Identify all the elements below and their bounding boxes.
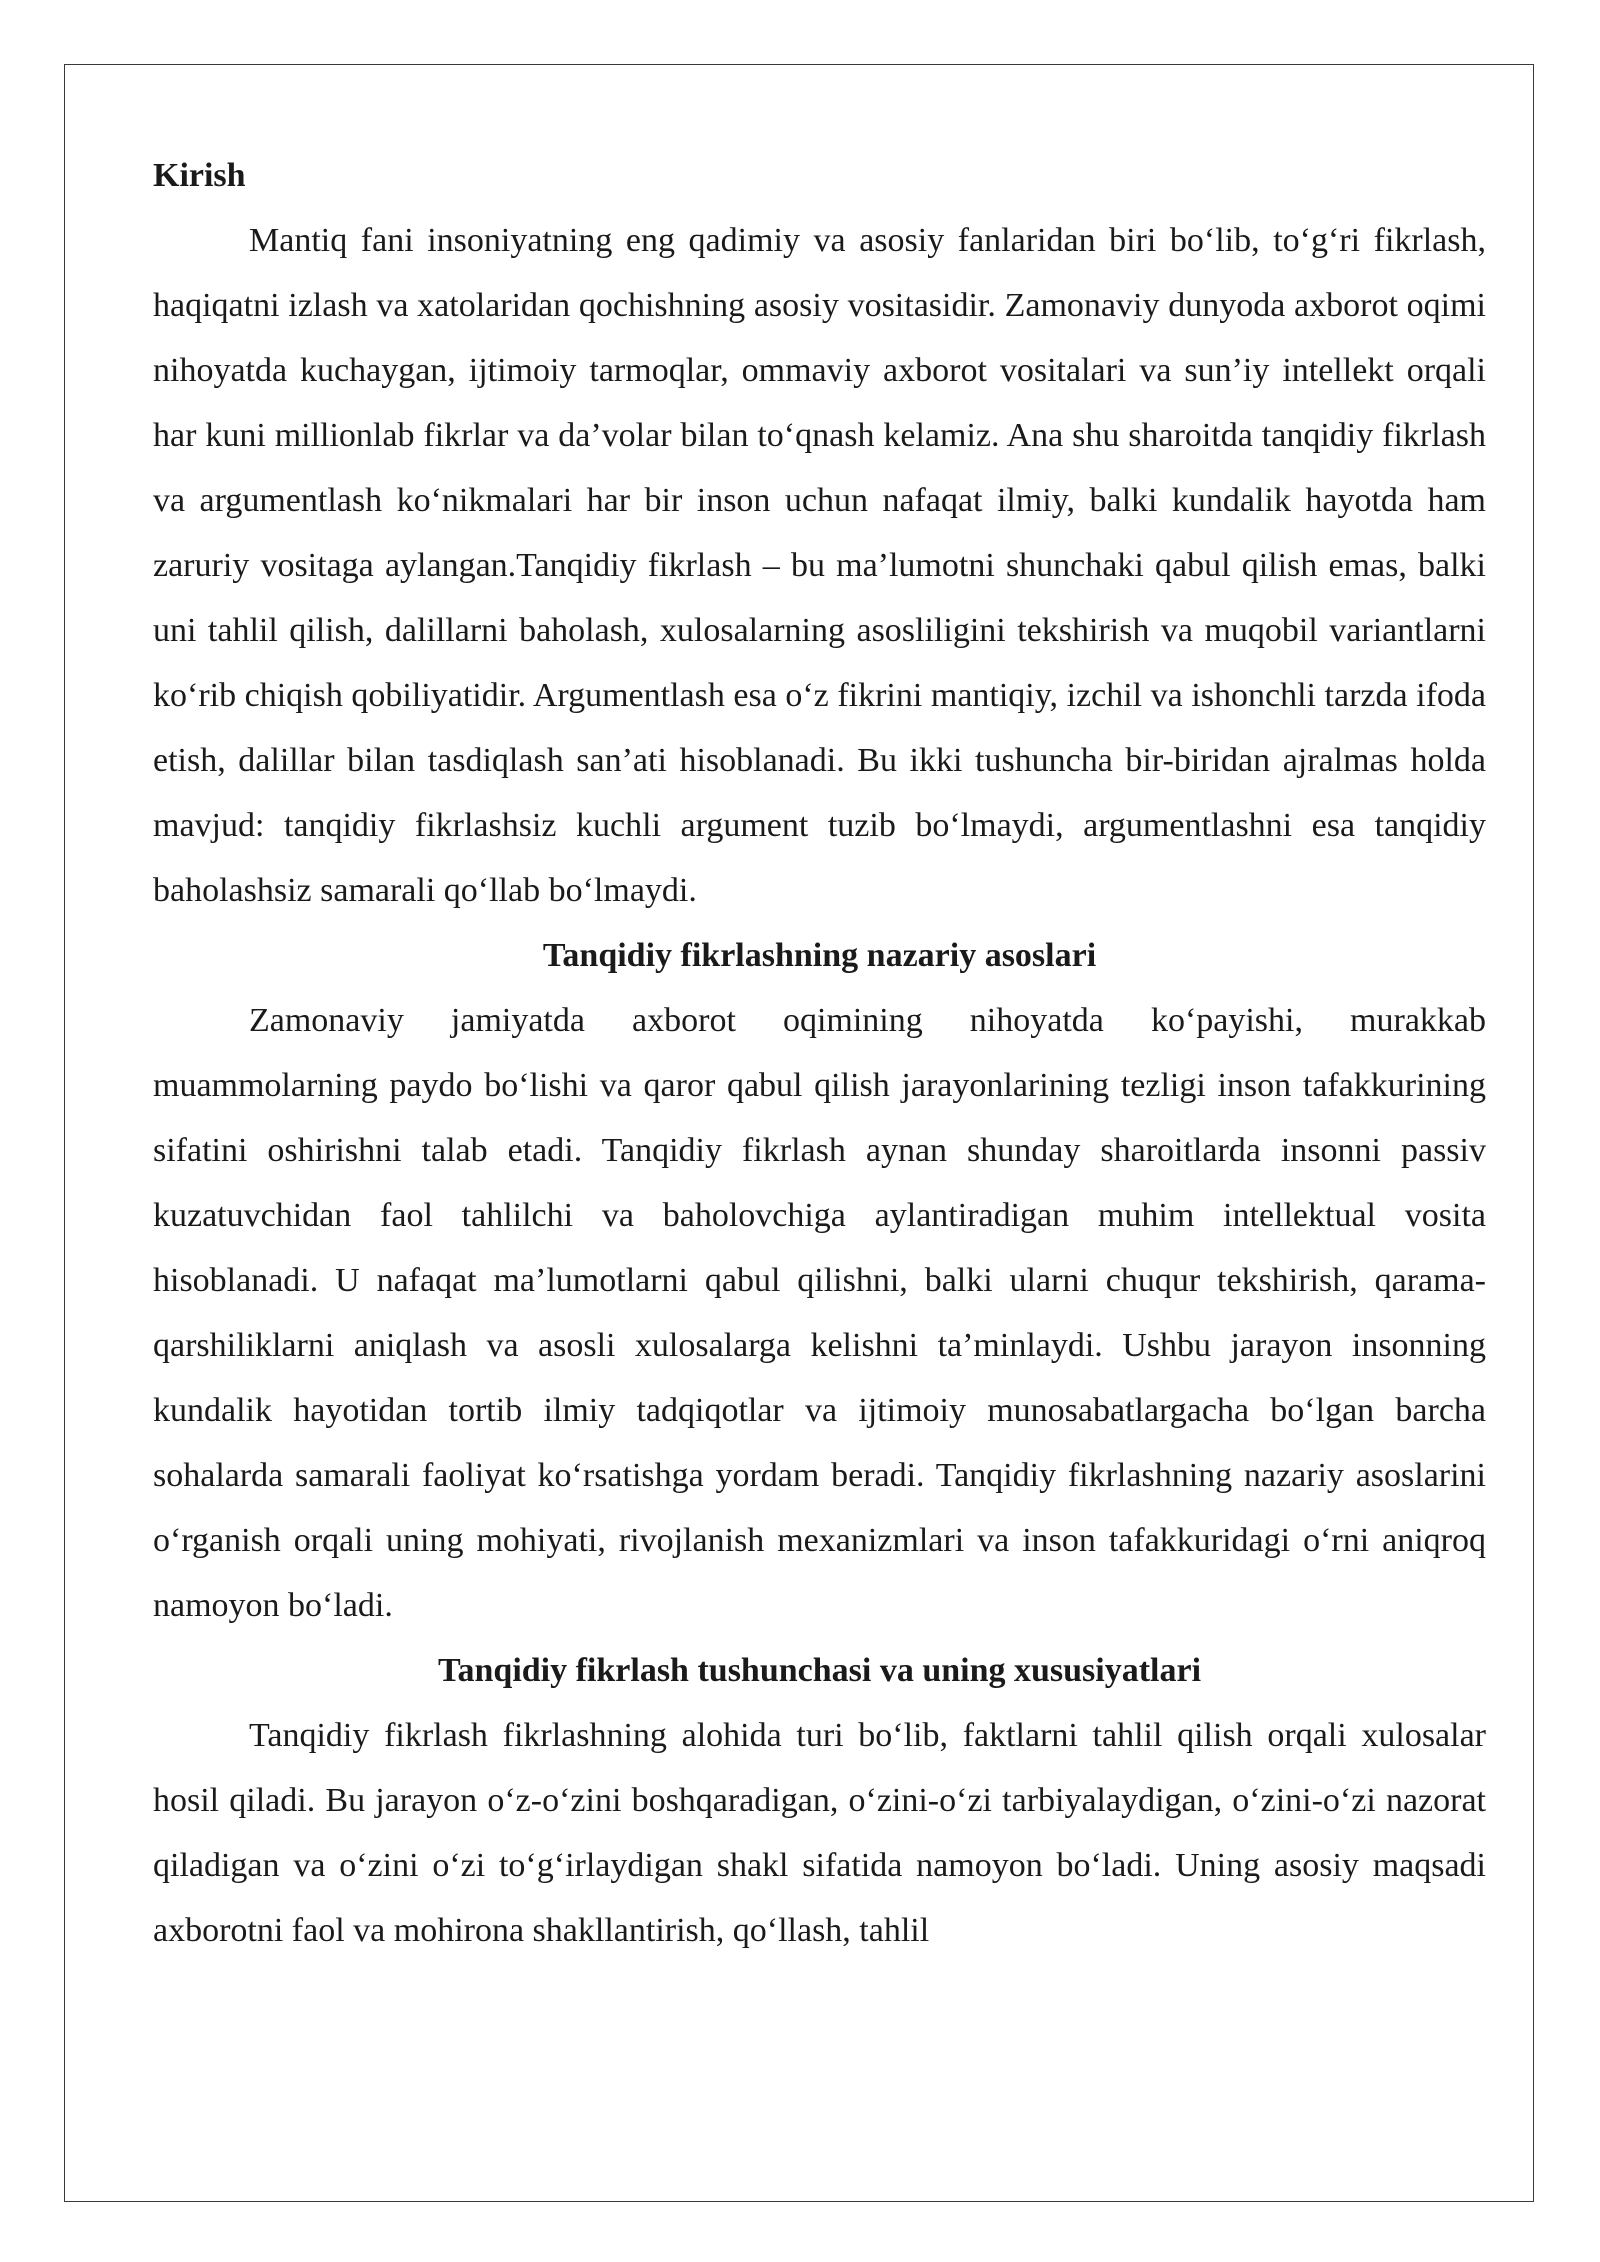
document-body — [153, 143, 1486, 1963]
section-paragraph-theory: Zamonaviy jamiyatda axborot oqimining nihoyatda ko‘payishi, murakkab muammolarning paydo bo‘lishi va qaror qabul qilish jarayonlarining tezligi inson tafakkurining sifatini oshirishni talab etadi. Tanqidiy fikrlash aynan shunday sharoitlarda insonni passiv kuzatuvchidan faol tahlilchi va baholovchiga aylantiradigan muhim intellektual vosita hisoblanadi. U nafaqat ma’lumotlarni qabul qilishni, balki ularni chuqur tekshirish, qarama-qarshiliklarni aniqlash va asosli xulosalarga kelishni ta’minlaydi. Ushbu jarayon insonning kundalik hayotidan tortib ilmiy tadqiqotlar va ijtimoiy munosabatlargacha bo‘lgan barcha sohalarda samarali faoliyat ko‘rsatishga yordam beradi. Tanqidiy fikrlashning nazariy asoslarini o‘rganish orqali uning mohiyati, rivojlanish mexanizmlari va inson tafakkuridagi o‘rni aniqroq namoyon bo‘ladi. — [153, 1002, 1486, 1624]
intro-paragraph: Mantiq fani insoniyatning eng qadimiy va asosiy fanlaridan biri bo‘lib, to‘g‘ri fikrlash, haqiqatni izlash va xatolaridan qochishning asosiy vositasidir. Zamonaviy dunyoda axborot oqimi nihoyatda kuchaygan, ijtimoiy tarmoqlar, ommaviy axborot vositalari va sun’iy intellekt orqali har kuni millionlab fikrlar va da’volar bilan to‘qnash kelamiz. Ana shu sharoitda tanqidiy fikrlash va argumentlash ko‘nikmalari har bir inson uchun nafaqat ilmiy, balki kundalik hayotda ham zaruriy vositaga aylangan.Tanqidiy fikrlash – bu ma’lumotni shunchaki qabul qilish emas, balki uni tahlil qilish, dalillarni baholash, xulosalarning asosliligini tekshirish va muqobil variantlarni ko‘rib chiqish qobiliyatidir. Argumentlash esa o‘z fikrini mantiqiy, izchil va ishonchli tarzda ifoda etish, dalillar bilan tasdiqlash san’ati hisoblanadi. Bu ikki tushuncha bir-biridan ajralmas holda mavjud: tanqidiy fikrlashsiz kuchli argument tuzib bo‘lmaydi, argumentlashni esa tanqidiy baholashsiz samarali qo‘llab bo‘lmaydi. — [153, 222, 1486, 909]
section-heading-concept: Tanqidiy fikrlash tushunchasi va uning xususiyatlari — [437, 1652, 1202, 1689]
section-heading-theory: Tanqidiy fikrlashning nazariy asoslari — [542, 937, 1097, 974]
intro-heading: Kirish — [153, 157, 246, 194]
section-paragraph-concept: Tanqidiy fikrlash fikrlashning alohida turi bo‘lib, faktlarni tahlil qilish orqali xulosalar hosil qiladi. Bu jarayon o‘z-o‘zini boshqaradigan, o‘zini-o‘zi tarbiyalaydigan, o‘zini-o‘zi nazorat qiladigan va o‘zini o‘zi to‘g‘irlaydigan shakl sifatida namoyon bo‘ladi. Uning asosiy maqsadi axborotni faol va mohirona shakllantirish, qo‘llash, tahlil — [153, 1717, 1486, 1949]
